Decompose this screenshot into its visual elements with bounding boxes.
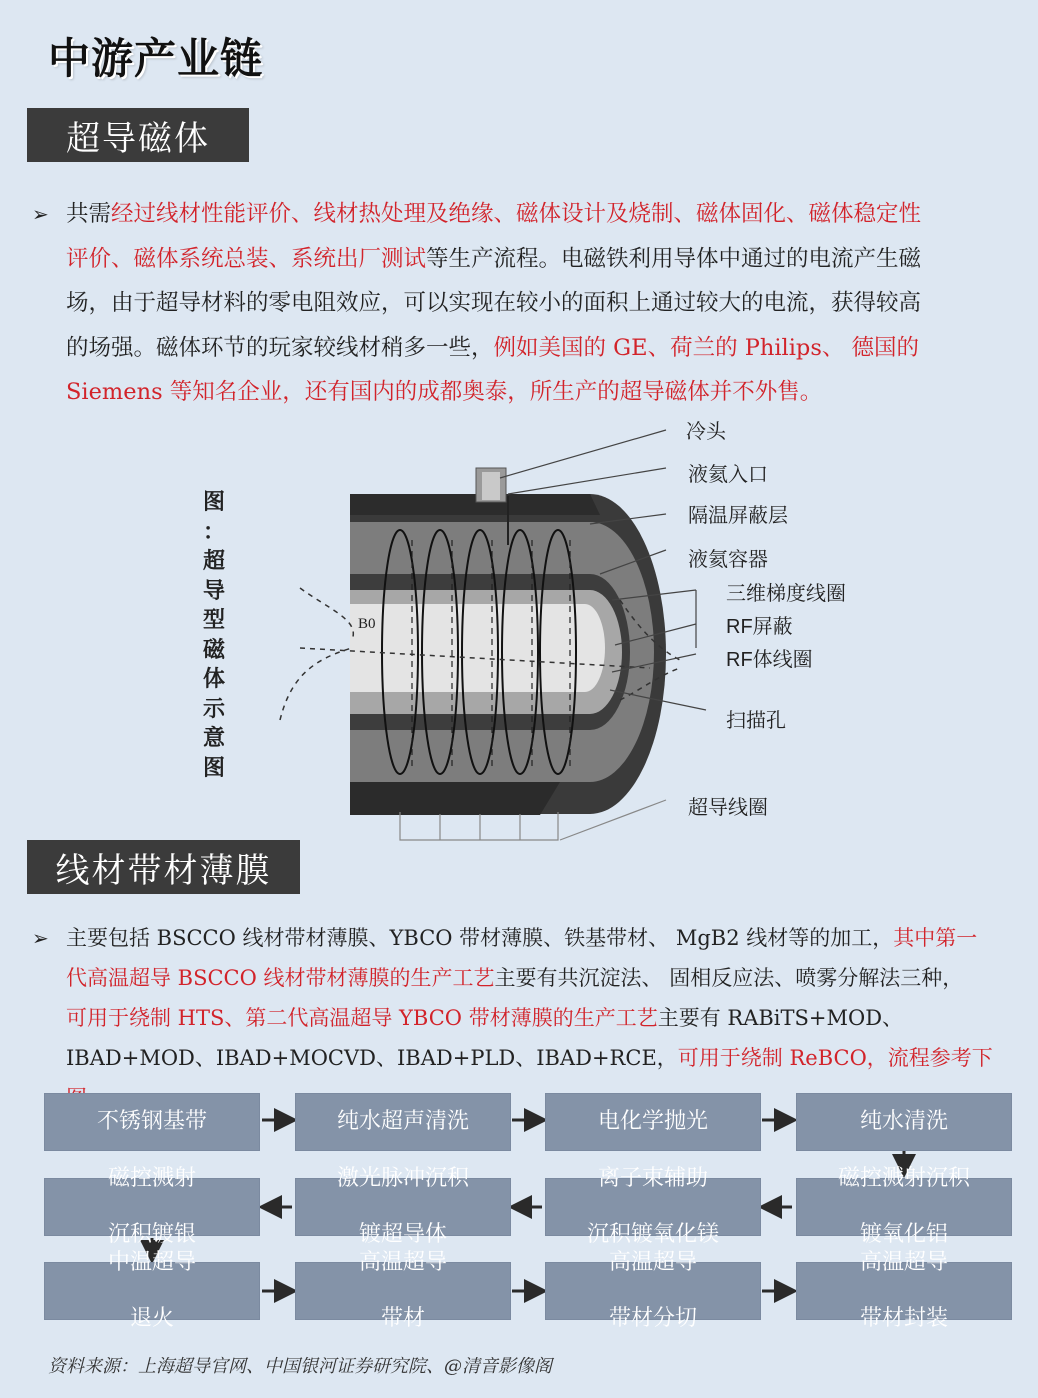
section-label-superconducting-magnet: 超导磁体 — [27, 108, 249, 162]
flow-step-water-rinse: 纯水清洗 — [796, 1093, 1012, 1151]
para-line: IBAD+MOD、IBAD+MOCVD、IBAD+PLD、IBAD+RCE，可用于绕制 ReBCO，流程参考下 — [66, 1046, 993, 1070]
label-lhe-inlet: 液氦入口 — [688, 462, 768, 486]
section-label-wire-tape-film: 线材带材薄膜 — [27, 840, 300, 894]
para-line: 共需经过线材性能评价、线材热处理及绝缘、磁体设计及烧制、磁体固化、磁体稳定性 — [66, 201, 922, 227]
flow-step-electropolish: 电化学抛光 — [545, 1093, 761, 1151]
label-thermal-shield: 隔温屏蔽层 — [688, 503, 788, 527]
flow-step-sputter-silver: 磁控溅射 沉积镀银 — [44, 1178, 260, 1236]
label-rf-coil: RF体线圈 — [726, 649, 813, 671]
para-line: 场，由于超导材料的零电阻效应，可以实现在较小的面积上通过较大的电流，获得较高 — [66, 290, 922, 316]
flow-step-pld-superconductor: 激光脉冲沉积 镀超导体 — [295, 1178, 511, 1236]
page-title: 中游产业链 — [48, 34, 264, 83]
b0-label: B0 — [358, 616, 376, 632]
label-lhe-container: 液氦容器 — [688, 547, 768, 571]
label-rf-shield: RF屏蔽 — [726, 616, 793, 638]
flow-step-anneal: 中温超导 退火 — [44, 1262, 260, 1320]
label-sc-coil: 超导线圈 — [688, 795, 768, 819]
para-line: 评价、磁体系统总装、系统出厂测试等生产流程。电磁铁利用导体中通过的电流产生磁 — [66, 245, 922, 272]
arrow-bullet-icon: ➢ — [32, 202, 49, 226]
para-line: 的场强。磁体环节的玩家较线材稍多一些，例如美国的 GE、荷兰的 Philips、 德国的 — [66, 334, 920, 361]
para-line: 主要包括 BSCCO 线材带材薄膜、YBCO 带材薄膜、铁基带材、 MgB2 线材等的加工，其中第一 — [66, 926, 978, 950]
label-cold-head: 冷头 — [686, 419, 726, 443]
label-scan-bore: 扫描孔 — [726, 708, 786, 732]
flow-step-sputter-alumina: 磁控溅射沉积 镀氧化铝 — [796, 1178, 1012, 1236]
label-gradient-coil: 三维梯度线圈 — [726, 581, 846, 605]
flow-step-stainless-substrate: 不锈钢基带 — [44, 1093, 260, 1151]
flow-step-ultrasonic-clean: 纯水超声清洗 — [295, 1093, 511, 1151]
arrow-bullet-icon: ➢ — [32, 926, 49, 950]
source-note: 资料来源：上海超导官网、中国银河证券研究院、@清音影像阁 — [48, 1356, 552, 1377]
flow-step-tape-packaging: 高温超导 带材封装 — [796, 1262, 1012, 1320]
flow-step-hts-tape: 高温超导 带材 — [295, 1262, 511, 1320]
para-line: 可用于绕制 HTS、第二代高温超导 YBCO 带材薄膜的生产工艺主要有 RABiTS+MOD、 — [66, 1006, 904, 1030]
flow-step-tape-slitting: 高温超导 带材分切 — [545, 1262, 761, 1320]
flow-step-ibad-mgo: 离子束辅助 沉积镀氧化镁 — [545, 1178, 761, 1236]
para-line: 代高温超导 BSCCO 线材带材薄膜的生产工艺主要有共沉淀法、 固相反应法、喷雾分解法三种， — [66, 966, 964, 990]
figure-caption: 图 ： 超 导 型 磁 体 示 意 图 — [202, 489, 225, 781]
para-line: Siemens 等知名企业，还有国内的成都奥泰，所生产的超导磁体并不外售。 — [66, 379, 823, 405]
